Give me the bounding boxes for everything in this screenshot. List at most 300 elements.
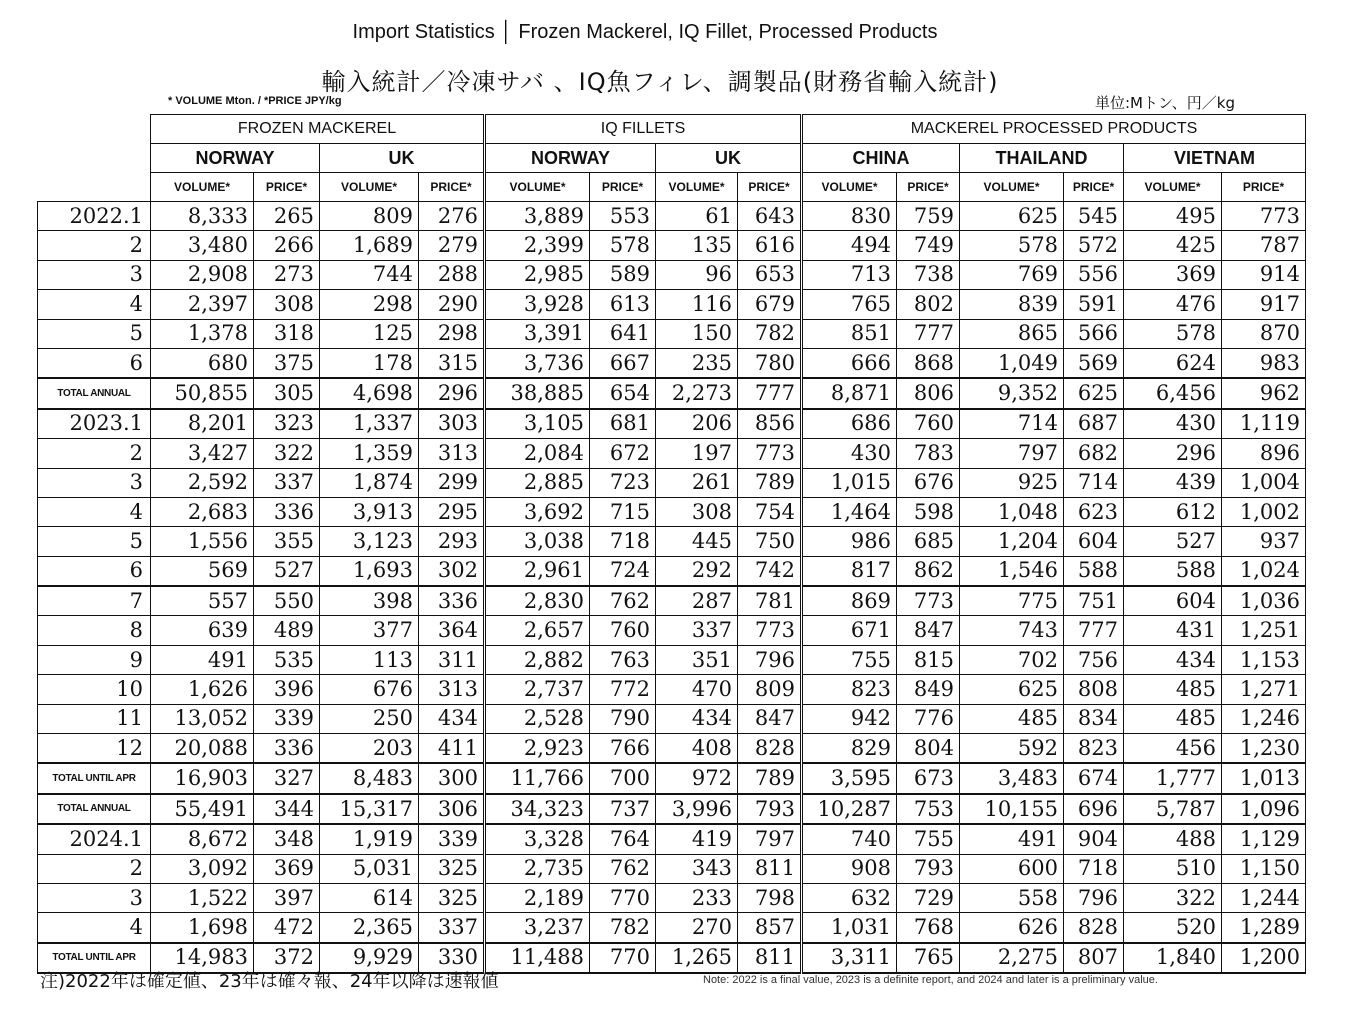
volume-cell: 408 [656, 734, 738, 764]
table-row [38, 913, 1306, 943]
volume-cell: 3,889 [485, 202, 590, 231]
volume-cell: 740 [802, 824, 897, 854]
volume-cell: 1,378 [151, 319, 254, 348]
volume-cell: 3,692 [485, 497, 590, 526]
subheader-volume: VOLUME* [1124, 173, 1222, 202]
volume-cell: 298 [320, 290, 419, 319]
volume-cell: 2,189 [485, 883, 590, 912]
total-row [38, 378, 1306, 408]
price-cell: 569 [1064, 348, 1124, 378]
group-header-frozen-mackerel: FROZEN MACKEREL [151, 115, 485, 144]
table-row [38, 409, 1306, 439]
volume-cell: 624 [1124, 348, 1222, 378]
subheader-price: PRICE* [897, 173, 960, 202]
price-cell: 672 [590, 439, 656, 468]
price-cell: 369 [254, 854, 320, 883]
price-cell: 762 [590, 854, 656, 883]
volume-cell: 1,464 [802, 497, 897, 526]
price-cell: 780 [738, 348, 802, 378]
volume-cell: 823 [802, 675, 897, 704]
header-corner [38, 173, 151, 202]
volume-cell: 809 [320, 202, 419, 231]
price-cell: 1,096 [1222, 794, 1306, 824]
price-cell: 793 [897, 854, 960, 883]
volume-cell: 96 [656, 260, 738, 289]
volume-cell: 287 [656, 586, 738, 616]
table-row [38, 556, 1306, 586]
volume-cell: 125 [320, 319, 419, 348]
volume-cell: 520 [1124, 913, 1222, 943]
volume-cell: 1,546 [960, 556, 1064, 586]
volume-cell: 3,996 [656, 794, 738, 824]
price-cell: 653 [738, 260, 802, 289]
volume-cell: 2,908 [151, 260, 254, 289]
price-cell: 917 [1222, 290, 1306, 319]
row-label: TOTAL ANNUAL [38, 378, 151, 408]
volume-cell: 116 [656, 290, 738, 319]
price-cell: 753 [897, 794, 960, 824]
price-cell: 773 [738, 616, 802, 645]
price-cell: 681 [590, 409, 656, 439]
volume-cell: 2,735 [485, 854, 590, 883]
total-row [38, 763, 1306, 793]
price-cell: 545 [1064, 202, 1124, 231]
volume-cell: 769 [960, 260, 1064, 289]
volume-cell: 3,391 [485, 319, 590, 348]
price-cell: 809 [738, 675, 802, 704]
price-cell: 1,119 [1222, 409, 1306, 439]
volume-cell: 425 [1124, 231, 1222, 260]
volume-cell: 2,592 [151, 468, 254, 497]
row-label: 6 [38, 556, 151, 586]
volume-cell: 2,528 [485, 704, 590, 733]
country-header-uk: UK [656, 144, 802, 173]
price-cell: 796 [1064, 883, 1124, 912]
price-cell: 589 [590, 260, 656, 289]
subheader-volume: VOLUME* [320, 173, 419, 202]
price-cell: 737 [590, 794, 656, 824]
volume-cell: 666 [802, 348, 897, 378]
volume-cell: 578 [1124, 319, 1222, 348]
volume-cell: 626 [960, 913, 1064, 943]
price-cell: 773 [897, 586, 960, 616]
price-cell: 724 [590, 556, 656, 586]
page-title-japanese: 輸入統計／冷凍サバ 、IQ魚フィレ、調製品(財務省輸入統計) [321, 68, 999, 96]
subheader-price: PRICE* [419, 173, 485, 202]
price-cell: 472 [254, 913, 320, 943]
volume-cell: 10,287 [802, 794, 897, 824]
volume-cell: 419 [656, 824, 738, 854]
volume-cell: 470 [656, 675, 738, 704]
price-cell: 1,200 [1222, 943, 1306, 973]
row-label: 2 [38, 439, 151, 468]
table-row [38, 824, 1306, 854]
price-cell: 348 [254, 824, 320, 854]
volume-cell: 270 [656, 913, 738, 943]
volume-cell: 578 [960, 231, 1064, 260]
volume-cell: 34,323 [485, 794, 590, 824]
price-cell: 296 [419, 378, 485, 408]
price-cell: 857 [738, 913, 802, 943]
price-cell: 623 [1064, 497, 1124, 526]
price-cell: 772 [590, 675, 656, 704]
volume-cell: 250 [320, 704, 419, 733]
volume-cell: 10,155 [960, 794, 1064, 824]
import-statistics-table [37, 114, 1306, 974]
volume-cell: 942 [802, 704, 897, 733]
price-cell: 265 [254, 202, 320, 231]
volume-cell: 113 [320, 645, 419, 674]
subheader-price: PRICE* [254, 173, 320, 202]
price-cell: 1,271 [1222, 675, 1306, 704]
price-cell: 828 [1064, 913, 1124, 943]
price-cell: 807 [1064, 943, 1124, 973]
volume-cell: 485 [1124, 704, 1222, 733]
table-row [38, 497, 1306, 526]
row-label: TOTAL UNTIL APR [38, 763, 151, 793]
price-cell: 687 [1064, 409, 1124, 439]
volume-cell: 6,456 [1124, 378, 1222, 408]
row-label: TOTAL UNTIL APR [38, 943, 151, 973]
volume-cell: 510 [1124, 854, 1222, 883]
volume-cell: 8,672 [151, 824, 254, 854]
volume-cell: 3,237 [485, 913, 590, 943]
table-row [38, 586, 1306, 616]
volume-cell: 614 [320, 883, 419, 912]
footnote-japanese: 注)2022年は確定値、23年は確々報、24年以降は速報値 [40, 971, 499, 992]
volume-cell: 1,777 [1124, 763, 1222, 793]
volume-cell: 865 [960, 319, 1064, 348]
table-row [38, 704, 1306, 733]
volume-cell: 588 [1124, 556, 1222, 586]
volume-cell: 11,488 [485, 943, 590, 973]
price-cell: 266 [254, 231, 320, 260]
price-cell: 815 [897, 645, 960, 674]
price-cell: 782 [738, 319, 802, 348]
price-cell: 806 [897, 378, 960, 408]
volume-cell: 755 [802, 645, 897, 674]
price-cell: 1,289 [1222, 913, 1306, 943]
price-cell: 828 [738, 734, 802, 764]
table-row [38, 527, 1306, 556]
row-label: 2 [38, 854, 151, 883]
volume-cell: 625 [960, 675, 1064, 704]
total-row [38, 794, 1306, 824]
price-cell: 397 [254, 883, 320, 912]
table-row [38, 260, 1306, 289]
price-cell: 937 [1222, 527, 1306, 556]
country-header-vietnam: VIETNAM [1124, 144, 1306, 173]
price-cell: 308 [254, 290, 320, 319]
volume-cell: 322 [1124, 883, 1222, 912]
price-cell: 751 [1064, 586, 1124, 616]
price-cell: 715 [590, 497, 656, 526]
volume-cell: 1,031 [802, 913, 897, 943]
volume-cell: 150 [656, 319, 738, 348]
footnote-english: Note: 2022 is a final value, 2023 is a definite report, and 2024 and later is a preliminary value. [703, 974, 1158, 986]
price-cell: 273 [254, 260, 320, 289]
price-cell: 673 [897, 763, 960, 793]
row-label: 2022.1 [38, 202, 151, 231]
volume-cell: 476 [1124, 290, 1222, 319]
price-cell: 578 [590, 231, 656, 260]
price-cell: 302 [419, 556, 485, 586]
volume-cell: 3,736 [485, 348, 590, 378]
price-cell: 870 [1222, 319, 1306, 348]
volume-cell: 9,352 [960, 378, 1064, 408]
group-header-iq-fillets: IQ FILLETS [485, 115, 802, 144]
volume-cell: 972 [656, 763, 738, 793]
volume-cell: 456 [1124, 734, 1222, 764]
price-cell: 305 [254, 378, 320, 408]
price-cell: 556 [1064, 260, 1124, 289]
price-cell: 868 [897, 348, 960, 378]
volume-cell: 261 [656, 468, 738, 497]
volume-cell: 908 [802, 854, 897, 883]
price-cell: 572 [1064, 231, 1124, 260]
price-cell: 760 [897, 409, 960, 439]
volume-cell: 869 [802, 586, 897, 616]
price-cell: 330 [419, 943, 485, 973]
row-label: 12 [38, 734, 151, 764]
row-label: 8 [38, 616, 151, 645]
price-cell: 299 [419, 468, 485, 497]
price-cell: 588 [1064, 556, 1124, 586]
volume-cell: 3,105 [485, 409, 590, 439]
price-cell: 1,129 [1222, 824, 1306, 854]
price-cell: 776 [897, 704, 960, 733]
volume-cell: 445 [656, 527, 738, 556]
volume-cell: 1,265 [656, 943, 738, 973]
volume-cell: 527 [1124, 527, 1222, 556]
price-cell: 762 [590, 586, 656, 616]
volume-cell: 775 [960, 586, 1064, 616]
volume-cell: 439 [1124, 468, 1222, 497]
price-cell: 1,246 [1222, 704, 1306, 733]
table-row [38, 616, 1306, 645]
row-label: 4 [38, 290, 151, 319]
volume-cell: 20,088 [151, 734, 254, 764]
volume-cell: 343 [656, 854, 738, 883]
volume-cell: 713 [802, 260, 897, 289]
row-label: 11 [38, 704, 151, 733]
country-header-norway: NORWAY [151, 144, 320, 173]
volume-cell: 676 [320, 675, 419, 704]
volume-cell: 817 [802, 556, 897, 586]
volume-cell: 3,328 [485, 824, 590, 854]
volume-cell: 1,015 [802, 468, 897, 497]
volume-cell: 639 [151, 616, 254, 645]
row-label: 3 [38, 883, 151, 912]
row-label: TOTAL ANNUAL [38, 794, 151, 824]
price-cell: 781 [738, 586, 802, 616]
price-cell: 313 [419, 675, 485, 704]
volume-cell: 569 [151, 556, 254, 586]
volume-cell: 2,885 [485, 468, 590, 497]
volume-cell: 434 [1124, 645, 1222, 674]
volume-cell: 986 [802, 527, 897, 556]
volume-cell: 680 [151, 348, 254, 378]
row-label: 4 [38, 913, 151, 943]
price-cell: 553 [590, 202, 656, 231]
volume-cell: 2,084 [485, 439, 590, 468]
price-cell: 685 [897, 527, 960, 556]
price-cell: 783 [897, 439, 960, 468]
price-cell: 322 [254, 439, 320, 468]
price-cell: 1,244 [1222, 883, 1306, 912]
price-cell: 411 [419, 734, 485, 764]
price-cell: 983 [1222, 348, 1306, 378]
volume-cell: 765 [802, 290, 897, 319]
subheader-volume: VOLUME* [485, 173, 590, 202]
price-cell: 279 [419, 231, 485, 260]
price-cell: 802 [897, 290, 960, 319]
price-cell: 1,230 [1222, 734, 1306, 764]
volume-cell: 625 [960, 202, 1064, 231]
price-cell: 755 [897, 824, 960, 854]
price-cell: 856 [738, 409, 802, 439]
country-header-uk: UK [320, 144, 485, 173]
volume-cell: 1,556 [151, 527, 254, 556]
subheader-price: PRICE* [590, 173, 656, 202]
subheader-price: PRICE* [1222, 173, 1306, 202]
volume-cell: 829 [802, 734, 897, 764]
volume-cell: 50,855 [151, 378, 254, 408]
volume-cell: 1,626 [151, 675, 254, 704]
price-cell: 793 [738, 794, 802, 824]
volume-cell: 431 [1124, 616, 1222, 645]
price-cell: 764 [590, 824, 656, 854]
header-corner [38, 144, 151, 173]
volume-cell: 434 [656, 704, 738, 733]
volume-cell: 16,903 [151, 763, 254, 793]
price-cell: 760 [590, 616, 656, 645]
subheader-volume: VOLUME* [151, 173, 254, 202]
price-cell: 337 [419, 913, 485, 943]
volume-cell: 495 [1124, 202, 1222, 231]
subheader-volume: VOLUME* [960, 173, 1064, 202]
volume-cell: 351 [656, 645, 738, 674]
volume-cell: 494 [802, 231, 897, 260]
price-cell: 616 [738, 231, 802, 260]
price-cell: 718 [1064, 854, 1124, 883]
volume-cell: 3,311 [802, 943, 897, 973]
volume-cell: 671 [802, 616, 897, 645]
price-cell: 1,013 [1222, 763, 1306, 793]
price-cell: 336 [254, 734, 320, 764]
country-header-thailand: THAILAND [960, 144, 1124, 173]
volume-cell: 3,483 [960, 763, 1064, 793]
volume-cell: 600 [960, 854, 1064, 883]
price-cell: 808 [1064, 675, 1124, 704]
price-cell: 773 [738, 439, 802, 468]
price-cell: 337 [254, 468, 320, 497]
row-label: 4 [38, 497, 151, 526]
volume-cell: 369 [1124, 260, 1222, 289]
price-cell: 550 [254, 586, 320, 616]
volume-cell: 925 [960, 468, 1064, 497]
price-cell: 339 [254, 704, 320, 733]
table-row [38, 468, 1306, 497]
volume-cell: 839 [960, 290, 1064, 319]
volume-cell: 632 [802, 883, 897, 912]
volume-cell: 1,693 [320, 556, 419, 586]
price-cell: 613 [590, 290, 656, 319]
volume-cell: 1,337 [320, 409, 419, 439]
price-cell: 323 [254, 409, 320, 439]
volume-cell: 3,427 [151, 439, 254, 468]
volume-cell: 2,397 [151, 290, 254, 319]
volume-cell: 197 [656, 439, 738, 468]
price-cell: 700 [590, 763, 656, 793]
volume-cell: 830 [802, 202, 897, 231]
price-cell: 804 [897, 734, 960, 764]
volume-cell: 3,092 [151, 854, 254, 883]
volume-cell: 612 [1124, 497, 1222, 526]
price-cell: 396 [254, 675, 320, 704]
volume-cell: 1,048 [960, 497, 1064, 526]
price-cell: 777 [1064, 616, 1124, 645]
price-cell: 325 [419, 854, 485, 883]
price-cell: 847 [897, 616, 960, 645]
volume-cell: 797 [960, 439, 1064, 468]
volume-cell: 686 [802, 409, 897, 439]
price-cell: 676 [897, 468, 960, 497]
volume-cell: 3,928 [485, 290, 590, 319]
volume-cell: 3,123 [320, 527, 419, 556]
volume-cell: 8,201 [151, 409, 254, 439]
volume-cell: 2,961 [485, 556, 590, 586]
price-cell: 344 [254, 794, 320, 824]
price-cell: 765 [897, 943, 960, 973]
price-cell: 1,150 [1222, 854, 1306, 883]
volume-cell: 296 [1124, 439, 1222, 468]
volume-cell: 377 [320, 616, 419, 645]
price-cell: 527 [254, 556, 320, 586]
price-cell: 339 [419, 824, 485, 854]
table-row [38, 439, 1306, 468]
price-cell: 777 [738, 378, 802, 408]
table-row [38, 202, 1306, 231]
price-cell: 849 [897, 675, 960, 704]
row-label: 6 [38, 348, 151, 378]
volume-cell: 2,365 [320, 913, 419, 943]
price-cell: 591 [1064, 290, 1124, 319]
volume-cell: 604 [1124, 586, 1222, 616]
price-cell: 654 [590, 378, 656, 408]
table-row [38, 675, 1306, 704]
price-cell: 300 [419, 763, 485, 793]
row-label: 10 [38, 675, 151, 704]
country-header-china: CHINA [802, 144, 960, 173]
price-cell: 290 [419, 290, 485, 319]
volume-cell: 1,049 [960, 348, 1064, 378]
price-cell: 336 [254, 497, 320, 526]
volume-cell: 2,830 [485, 586, 590, 616]
price-cell: 770 [590, 943, 656, 973]
unit-note-japanese: 単位:Mトン、円／kg [1095, 94, 1236, 112]
volume-cell: 178 [320, 348, 419, 378]
price-cell: 1,036 [1222, 586, 1306, 616]
subheader-volume: VOLUME* [656, 173, 738, 202]
volume-cell: 485 [960, 704, 1064, 733]
volume-cell: 233 [656, 883, 738, 912]
table-row [38, 734, 1306, 764]
volume-cell: 2,923 [485, 734, 590, 764]
price-cell: 625 [1064, 378, 1124, 408]
price-cell: 1,004 [1222, 468, 1306, 497]
country-header-norway: NORWAY [485, 144, 656, 173]
